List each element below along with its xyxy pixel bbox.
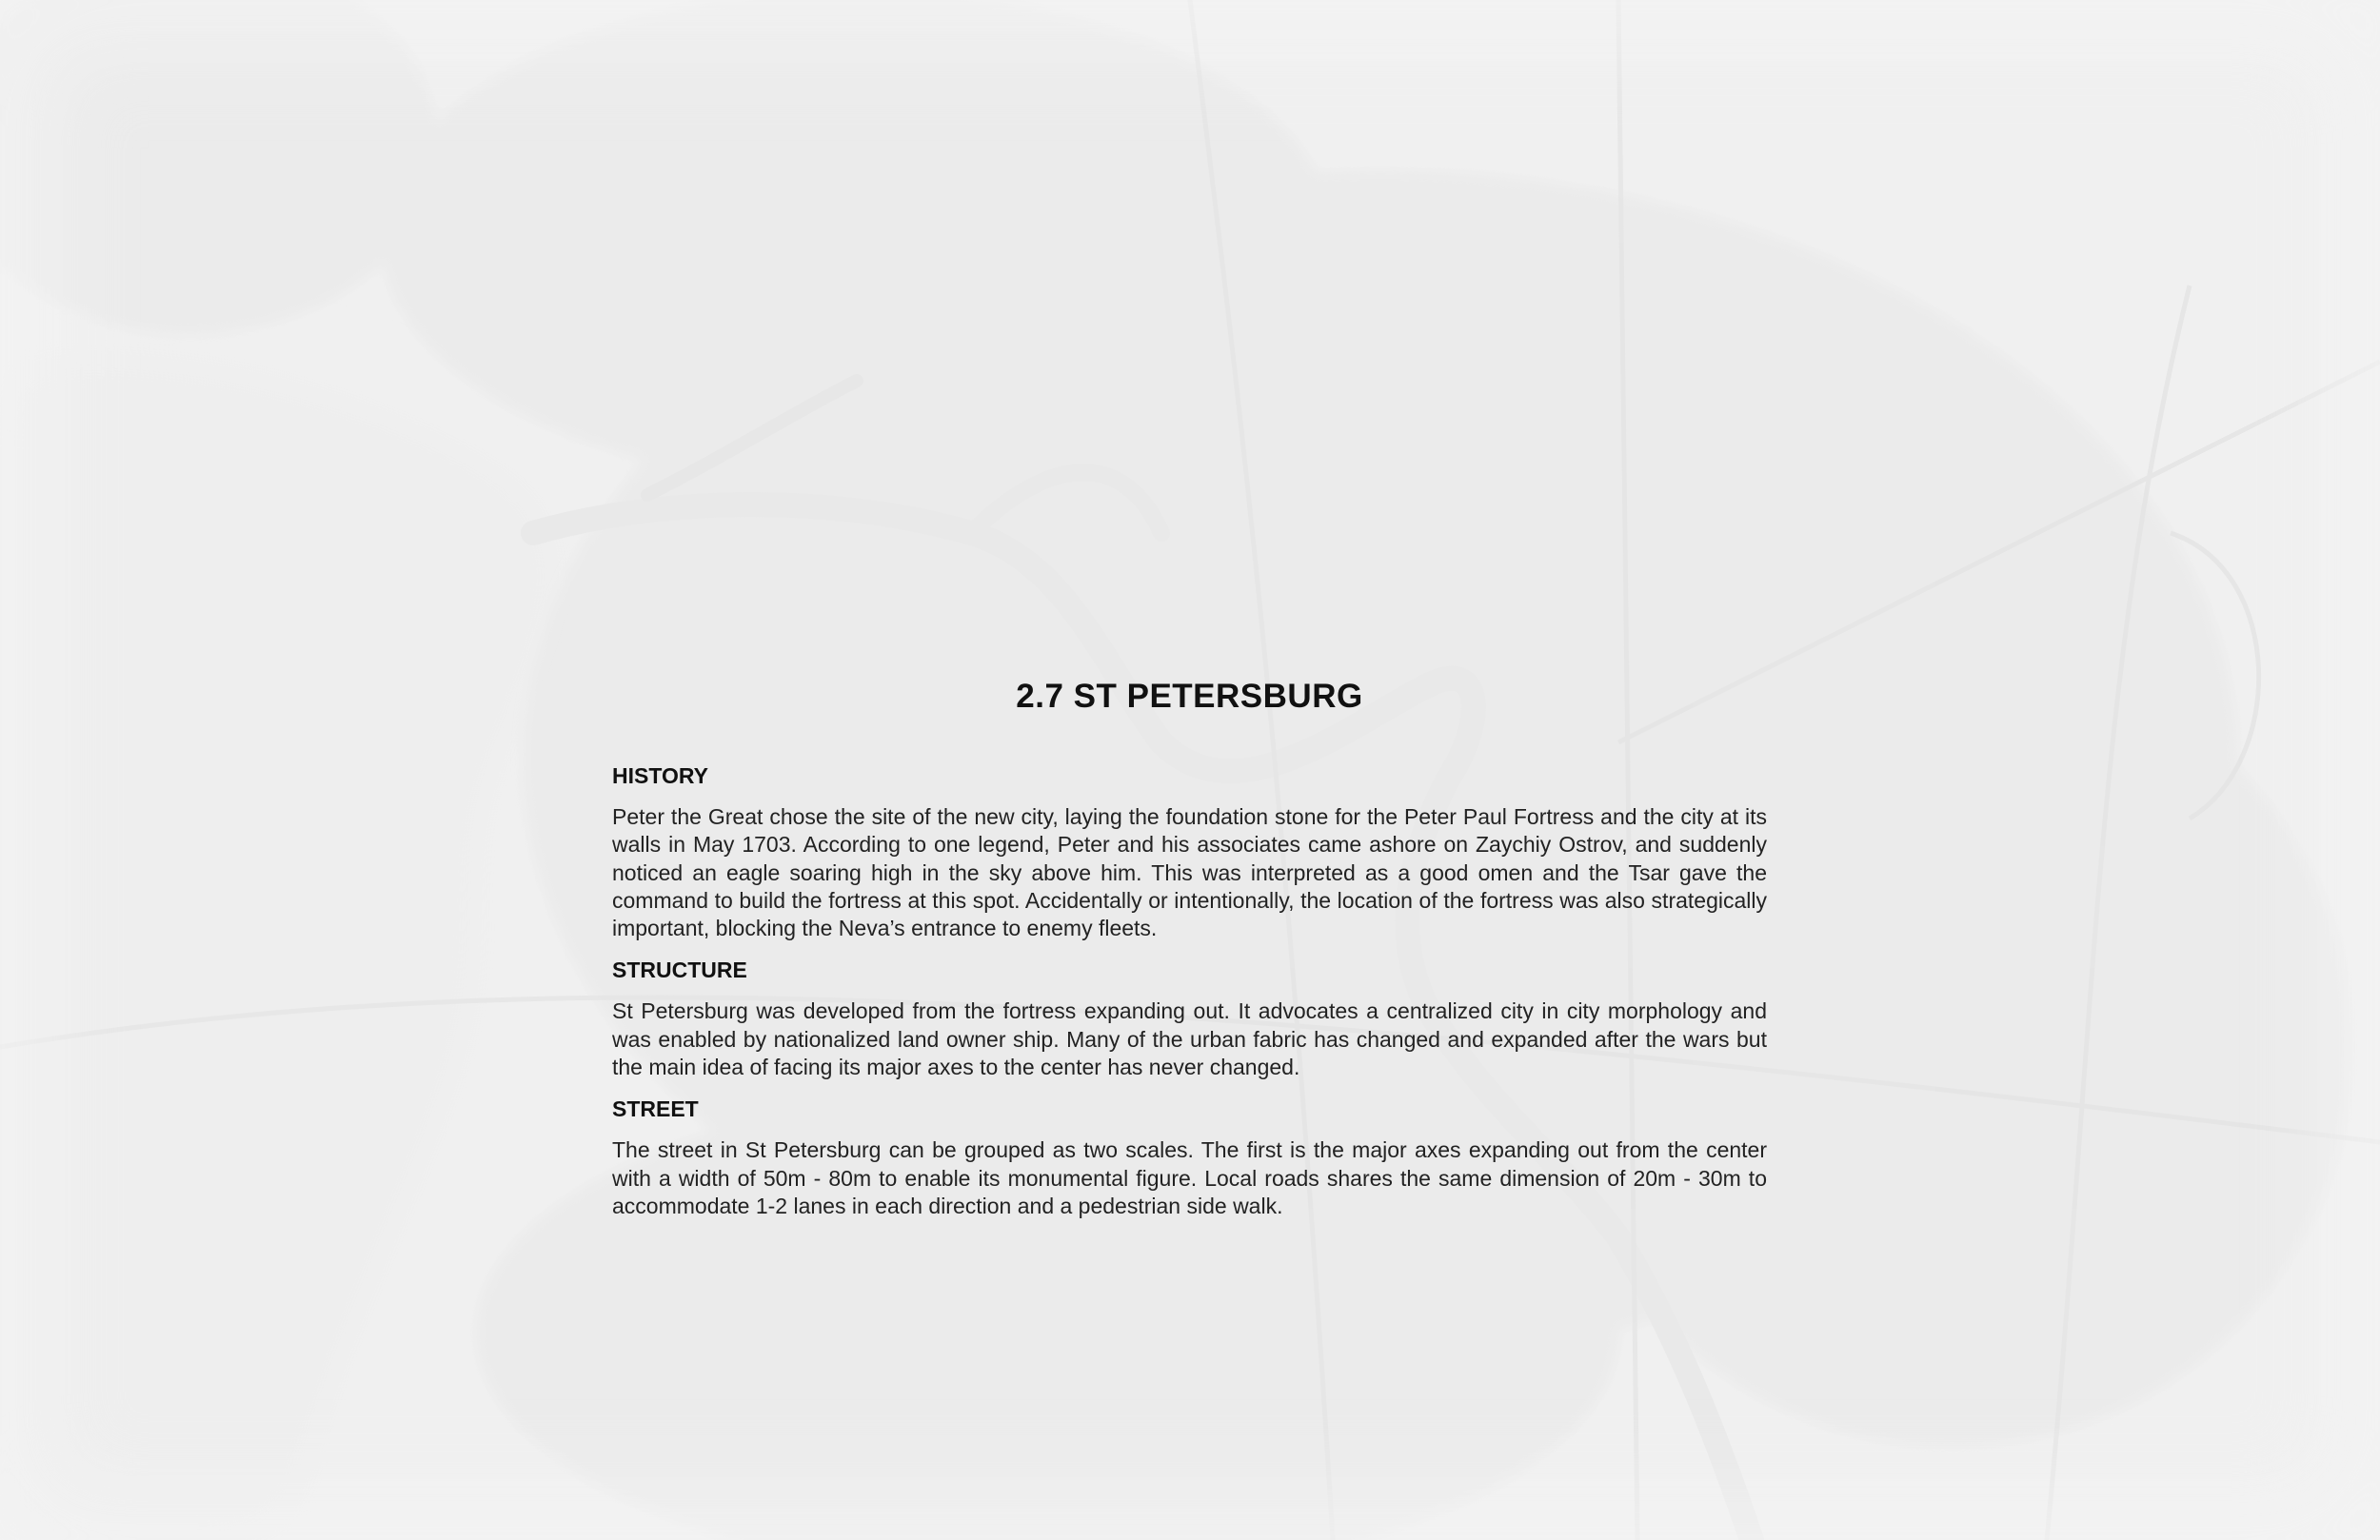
section-heading-street: STREET: [612, 1096, 699, 1122]
section-street: [612, 1095, 1767, 1220]
section-heading-structure: STRUCTURE: [612, 958, 747, 983]
section-body-history: Peter the Great chose the site of the new city, laying the foundation stone for the Peter Paul Fortress and the city at its walls in May 1703. According to one legend, Peter and his associates came ashore on Zaychiy Ostrov, and suddenly noticed an eagle soaring high in the sky above him. This was interpreted as a good omen and the Tsar gave the command to build the fortress at this spot. Accidentally or intentionally, the location of the fortress was also strategically important, blocking the Neva’s entrance to enemy fleets.: [612, 804, 1767, 941]
article-content: [612, 676, 1767, 1234]
section-structure: [612, 956, 1767, 1081]
section-body-structure: St Petersburg was developed from the fortress expanding out. It advocates a centralized city in city morphology and was enabled by nationalized land owner ship. Many of the urban fabric has changed and expanded after the wars but the main idea of facing its major axes to the center has never changed.: [612, 998, 1767, 1080]
section-heading-history: HISTORY: [612, 763, 708, 788]
section-body-street: The street in St Petersburg can be grouped as two scales. The first is the major axes expanding out from the center with a width of 50m - 80m to enable its monumental figure. Local roads shares the same dimension of 20m - 30m to accommodate 1-2 lanes in each direction and a pedestrian side walk.: [612, 1137, 1767, 1218]
page-title: 2.7 ST PETERSBURG: [1016, 678, 1363, 715]
section-history: [612, 761, 1767, 942]
